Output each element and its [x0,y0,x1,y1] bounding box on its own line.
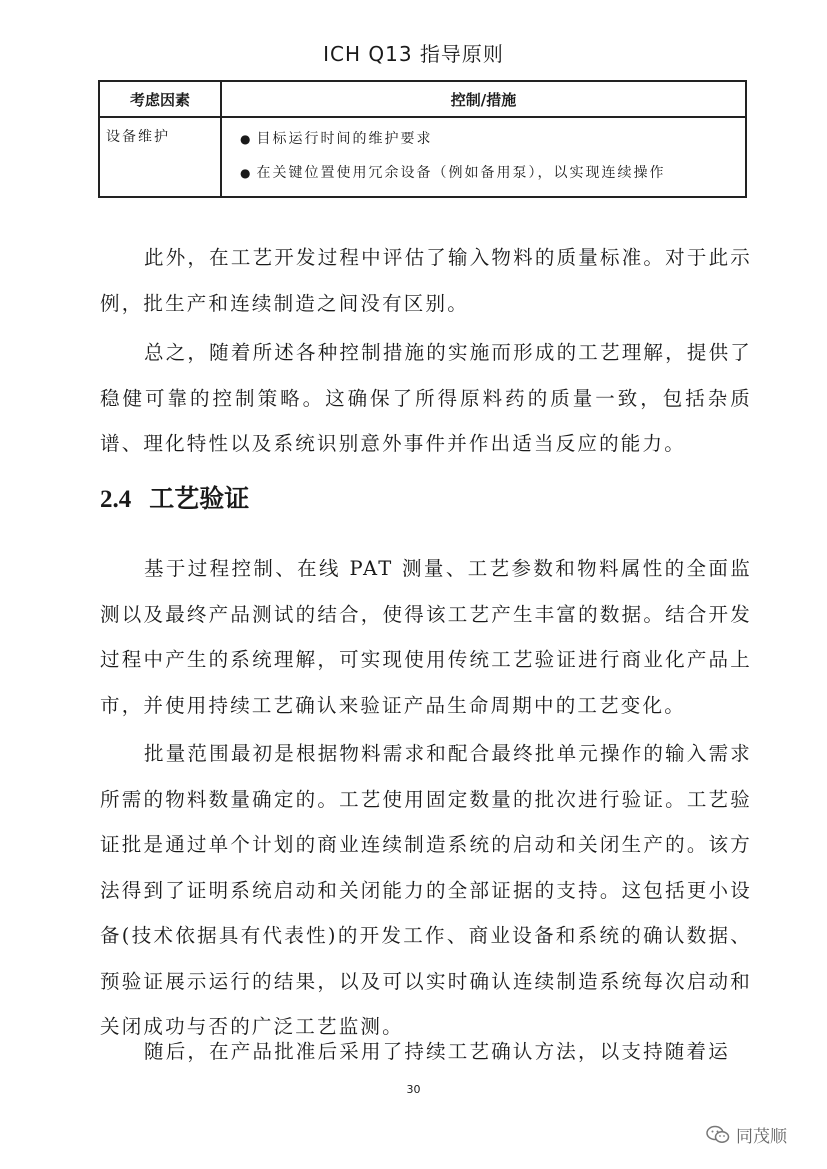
table-row [99,117,746,197]
watermark-text: 同茂顺 [736,1127,787,1147]
page-number: 30 [406,1083,421,1096]
body-paragraph: 批量范围最初是根据物料需求和配合最终批单元操作的输入需求所需的物料数量确定的。工艺使用固定数量的批次进行验证。工艺验证批是通过单个计划的商业连续制造系统的启动和关闭生产的。该方法得到了证明系统启动和关闭能力的全部证据的支持。这包括更小设备(技术依据具有代表性)的开发工作、商业设备和系统的确认数据、预验证展示运行的结果，以及可以实时确认连续制造系统每次启动和关闭成功与否的广泛工艺监测。 [100,742,752,1038]
section-title: 工艺验证 [149,484,250,513]
bullet-icon: ● [240,166,253,180]
section-number: 2.4 [100,486,132,513]
measure-text: 目标运行时间的维护要求 [256,131,433,147]
body-paragraph: 此外，在工艺开发过程中评估了输入物料的质量标准。对于此示例，批生产和连续制造之间没有区别。 [100,246,752,315]
factor-cell: 设备维护 [99,117,221,197]
body-paragraph: 基于过程控制、在线 PAT 测量、工艺参数和物料属性的全面监测以及最终产品测试的结合，使得该工艺产生丰富的数据。结合开发过程中产生的系统理解，可实现使用传统工艺验证进行商业化产品上市，并使用持续工艺确认来验证产品生命周期中的工艺变化。 [100,557,752,717]
section-heading [100,479,249,515]
body-paragraph: 总之，随着所述各种控制措施的实施而形成的工艺理解，提供了稳健可靠的控制策略。这确保了所得原料药的质量一致，包括杂质谱、理化特性以及系统识别意外事件并作出适当反应的能力。 [100,341,752,455]
watermark [706,1122,787,1147]
column-header-measures: 控制/措施 [221,81,746,117]
measures-cell [221,117,746,197]
bullet-icon: ● [240,132,253,146]
measure-item [240,158,735,192]
wechat-icon [706,1125,730,1145]
page-header-title: ICH Q13 指导原则 [323,42,504,66]
column-header-factor: 考虑因素 [99,81,221,117]
measure-item [240,124,735,158]
measure-text: 在关键位置使用冗余设备（例如备用泵），以实现连续操作 [256,165,666,181]
table-header-row [99,81,746,117]
body-paragraph: 随后，在产品批准后采用了持续工艺确认方法，以支持随着运 [144,1040,730,1063]
control-measures-table [98,80,747,198]
